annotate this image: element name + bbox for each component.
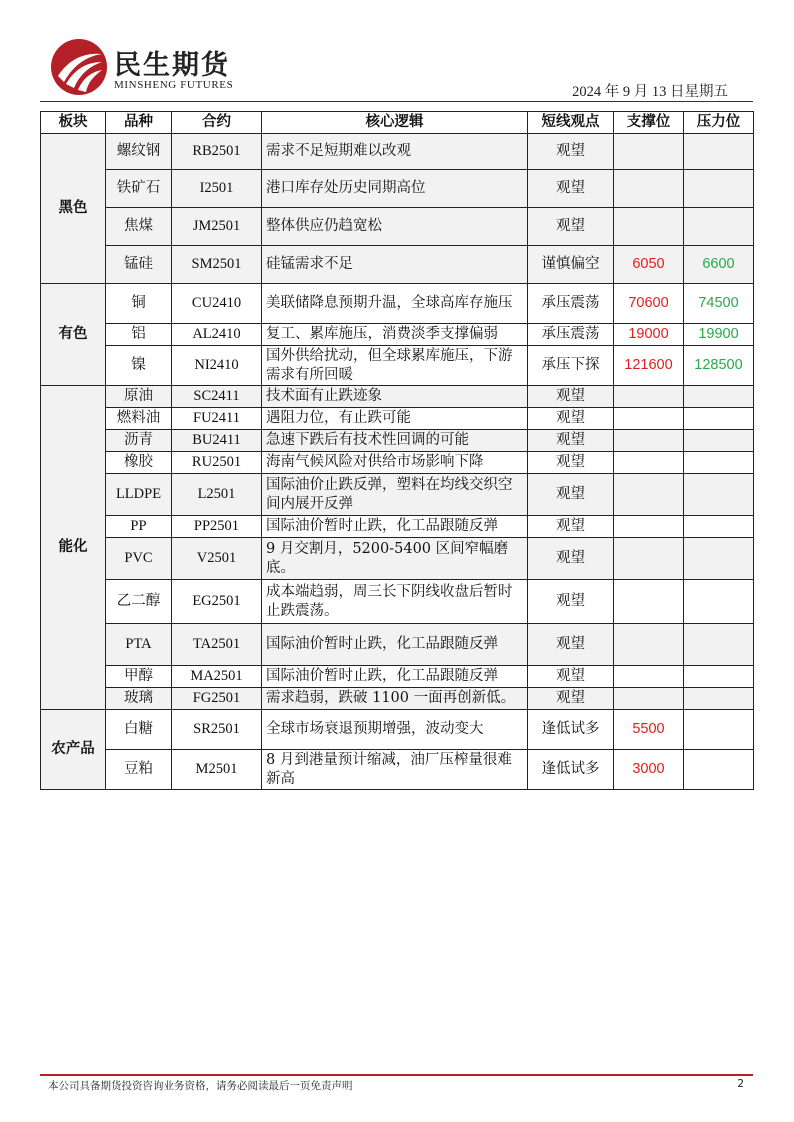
page-header [0,0,794,105]
contract-cell: FG2501 [172,688,262,710]
support-cell [614,452,684,474]
view-cell: 观望 [528,134,614,170]
view-cell: 观望 [528,208,614,246]
support-cell: 5500 [614,710,684,750]
variety-cell: PP [106,516,172,538]
column-header: 压力位 [684,112,754,134]
logic-cell: 急速下跌后有技术性回调的可能 [262,430,528,452]
support-cell [614,408,684,430]
resistance-cell: 128500 [684,346,754,386]
variety-cell: 燃料油 [106,408,172,430]
view-cell: 观望 [528,688,614,710]
resistance-cell [684,430,754,452]
contract-cell: CU2410 [172,284,262,324]
header-divider [40,101,753,102]
support-cell [614,170,684,208]
table-row [41,688,754,710]
resistance-cell [684,452,754,474]
support-cell: 3000 [614,750,684,790]
resistance-cell [684,474,754,516]
variety-cell: 铁矿石 [106,170,172,208]
resistance-cell [684,516,754,538]
support-cell [614,666,684,688]
table-row [41,386,754,408]
contract-cell: M2501 [172,750,262,790]
report-date: 2024 年 9 月 13 日星期五 [572,84,728,100]
contract-cell: TA2501 [172,624,262,666]
minsheng-logo-icon [50,38,108,96]
logic-cell: 整体供应仍趋宽松 [262,208,528,246]
resistance-cell [684,624,754,666]
view-cell: 承压下探 [528,346,614,386]
variety-cell: 甲醇 [106,666,172,688]
table-row [41,474,754,516]
contract-cell: RB2501 [172,134,262,170]
logic-cell: 国际油价暂时止跌，化工品跟随反弹 [262,624,528,666]
view-cell: 观望 [528,538,614,580]
resistance-cell [684,688,754,710]
table-row [41,580,754,624]
variety-cell: 锰硅 [106,246,172,284]
strategy-table [40,111,754,790]
variety-cell: PVC [106,538,172,580]
resistance-cell [684,386,754,408]
resistance-cell [684,170,754,208]
view-cell: 观望 [528,408,614,430]
column-header: 合约 [172,112,262,134]
variety-cell: 玻璃 [106,688,172,710]
resistance-cell [684,538,754,580]
table-row [41,246,754,284]
resistance-cell: 74500 [684,284,754,324]
company-name-cn: 民生期货 [114,50,230,81]
resistance-cell [684,134,754,170]
table-row [41,284,754,324]
variety-cell: 螺纹钢 [106,134,172,170]
resistance-cell: 19900 [684,324,754,346]
resistance-cell [684,666,754,688]
column-header: 板块 [41,112,106,134]
contract-cell: EG2501 [172,580,262,624]
contract-cell: SC2411 [172,386,262,408]
column-header: 短线观点 [528,112,614,134]
support-cell [614,386,684,408]
sector-cell: 农产品 [41,710,106,790]
resistance-cell [684,208,754,246]
table-row [41,208,754,246]
support-cell [614,208,684,246]
support-cell [614,624,684,666]
logic-cell: 遇阻力位，有止跌可能 [262,408,528,430]
support-cell [614,134,684,170]
table-row [41,324,754,346]
support-cell [614,430,684,452]
table-row [41,750,754,790]
table-row [41,170,754,208]
contract-cell: RU2501 [172,452,262,474]
contract-cell: JM2501 [172,208,262,246]
table-row [41,710,754,750]
variety-cell: 铝 [106,324,172,346]
view-cell: 观望 [528,452,614,474]
table-row [41,538,754,580]
variety-cell: 橡胶 [106,452,172,474]
resistance-cell [684,580,754,624]
table-row [41,430,754,452]
support-cell [614,580,684,624]
logic-cell: 海南气候风险对供给市场影响下降 [262,452,528,474]
view-cell: 观望 [528,474,614,516]
support-cell: 121600 [614,346,684,386]
support-cell [614,516,684,538]
logic-cell: 8 月到港量预计缩减，油厂压榨量很难新高 [262,750,528,790]
table-row [41,624,754,666]
resistance-cell: 6600 [684,246,754,284]
column-header: 核心逻辑 [262,112,528,134]
contract-cell: SR2501 [172,710,262,750]
contract-cell: AL2410 [172,324,262,346]
support-cell [614,474,684,516]
logic-cell: 成本端趋弱，周三长下阴线收盘后暂时止跌震荡。 [262,580,528,624]
contract-cell: FU2411 [172,408,262,430]
contract-cell: I2501 [172,170,262,208]
variety-cell: 原油 [106,386,172,408]
view-cell: 逢低试多 [528,710,614,750]
variety-cell: 铜 [106,284,172,324]
view-cell: 观望 [528,666,614,688]
column-header: 品种 [106,112,172,134]
variety-cell: 豆粕 [106,750,172,790]
logic-cell: 9 月交割月，5200-5400 区间窄幅磨底。 [262,538,528,580]
support-cell: 6050 [614,246,684,284]
contract-cell: SM2501 [172,246,262,284]
logic-cell: 国际油价止跌反弹，塑料在均线交织空间内展开反弹 [262,474,528,516]
view-cell: 谨慎偏空 [528,246,614,284]
view-cell: 承压震荡 [528,284,614,324]
support-cell: 70600 [614,284,684,324]
table-row [41,346,754,386]
support-cell [614,688,684,710]
contract-cell: V2501 [172,538,262,580]
column-header: 支撑位 [614,112,684,134]
footer-divider [40,1074,753,1076]
contract-cell: L2501 [172,474,262,516]
view-cell: 观望 [528,170,614,208]
footer-disclaimer: 本公司具备期货投资咨询业务资格，请务必阅读最后一页免责声明 [48,1080,353,1092]
resistance-cell [684,750,754,790]
company-name-en: MINSHENG FUTURES [114,79,234,91]
table-row [41,452,754,474]
table-row [41,666,754,688]
table-row [41,408,754,430]
logic-cell: 国际油价暂时止跌，化工品跟随反弹 [262,666,528,688]
variety-cell: PTA [106,624,172,666]
support-cell [614,538,684,580]
logic-cell: 硅锰需求不足 [262,246,528,284]
view-cell: 观望 [528,386,614,408]
resistance-cell [684,408,754,430]
logic-cell: 美联储降息预期升温，全球高库存施压 [262,284,528,324]
view-cell: 观望 [528,624,614,666]
variety-cell: LLDPE [106,474,172,516]
logic-cell: 港口库存处历史同期高位 [262,170,528,208]
variety-cell: 镍 [106,346,172,386]
logic-cell: 需求趋弱，跌破 1100 一面再创新低。 [262,688,528,710]
logic-cell: 全球市场衰退预期增强，波动变大 [262,710,528,750]
view-cell: 观望 [528,516,614,538]
contract-cell: BU2411 [172,430,262,452]
view-cell: 承压震荡 [528,324,614,346]
variety-cell: 乙二醇 [106,580,172,624]
view-cell: 观望 [528,430,614,452]
sector-cell: 有色 [41,284,106,386]
table-header-row [41,112,754,134]
logic-cell: 国际油价暂时止跌，化工品跟随反弹 [262,516,528,538]
variety-cell: 焦煤 [106,208,172,246]
table-row [41,516,754,538]
support-cell: 19000 [614,324,684,346]
variety-cell: 白糖 [106,710,172,750]
page-number: 2 [737,1078,744,1090]
contract-cell: PP2501 [172,516,262,538]
logic-cell: 技术面有止跌迹象 [262,386,528,408]
view-cell: 观望 [528,580,614,624]
sector-cell: 能化 [41,386,106,710]
logic-cell: 需求不足短期难以改观 [262,134,528,170]
variety-cell: 沥青 [106,430,172,452]
contract-cell: MA2501 [172,666,262,688]
resistance-cell [684,710,754,750]
logic-cell: 国外供给扰动，但全球累库施压，下游需求有所回暖 [262,346,528,386]
contract-cell: NI2410 [172,346,262,386]
view-cell: 逢低试多 [528,750,614,790]
sector-cell: 黑色 [41,134,106,284]
table-row [41,134,754,170]
logic-cell: 复工、累库施压，消费淡季支撑偏弱 [262,324,528,346]
